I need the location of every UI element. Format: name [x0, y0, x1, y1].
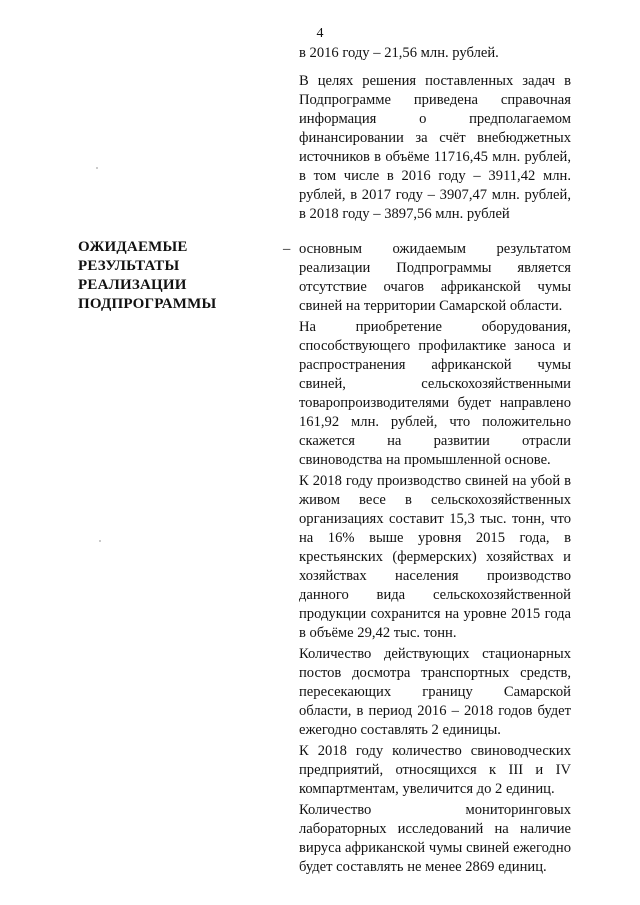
financing-continuation-text: в 2016 году – 21,56 млн. рублей. — [299, 45, 499, 61]
list-dash: – — [283, 241, 291, 257]
result-paragraph-1: основным ожидаемым результатом реализации Подпрограммы является отсутствие очагов африканской чумы свиней на территории Самарской области. — [299, 241, 571, 314]
financing-paragraph: В целях решения поставленных задач в Подпрограмме приведена справочная информация о предполагаемом финансировании за счёт внебюджетных источников в объёме 11716,45 млн. рублей, в том числе в 2016 году – 3911,42 млн. рублей, в 2017 году – 3907,47 млн. рублей, в 2018 году – 3897,56 млн. рублей — [299, 73, 571, 222]
section-label-expected-results: ОЖИДАЕМЫЕ РЕЗУЛЬТАТЫ РЕАЛИЗАЦИИ ПОДПРОГРАММЫ — [78, 239, 217, 312]
page-number: 4 — [316, 26, 324, 41]
result-paragraph-2: На приобретение оборудования, способствующего профилактике заноса и распространения африканской чумы свиней, сельскохозяйственными товаропроизводителями будет направлено 161,92 млн. рублей, что положительно скажется на развитии отрасли свиноводства на промышленной основе. — [299, 319, 571, 468]
financing-block — [299, 72, 571, 224]
result-paragraph-3: К 2018 году производство свиней на убой в живом весе в сельскохозяйственных организациях составит 15,3 тыс. тонн, что на 16% выше уровня 2015 года, в крестьянских (фермерских) хозяйствах и хозяйствах населения производство данного вида сельскохозяйственной продукции сохранится на уровне 2015 года в объёме 29,42 тыс. тонн. — [299, 473, 571, 641]
result-paragraph-5: К 2018 году количество свиноводческих предприятий, относящихся к III и IV компартментам, увеличится до 2 единиц. — [299, 743, 571, 797]
financing-continuation — [299, 44, 571, 63]
scan-speck — [99, 540, 101, 542]
result-paragraph-6: Количество мониторинговых лабораторных исследований на наличие вируса африканской чумы свиней ежегодно будет составлять не менее 2869 единиц. — [299, 802, 571, 875]
results-block — [299, 240, 571, 879]
scan-speck — [96, 167, 98, 169]
result-paragraph-4: Количество действующих стационарных постов досмотра транспортных средств, пересекающих границу Самарской области, в период 2016 – 2018 годов будет ежегодно составлять 2 единицы. — [299, 646, 571, 738]
